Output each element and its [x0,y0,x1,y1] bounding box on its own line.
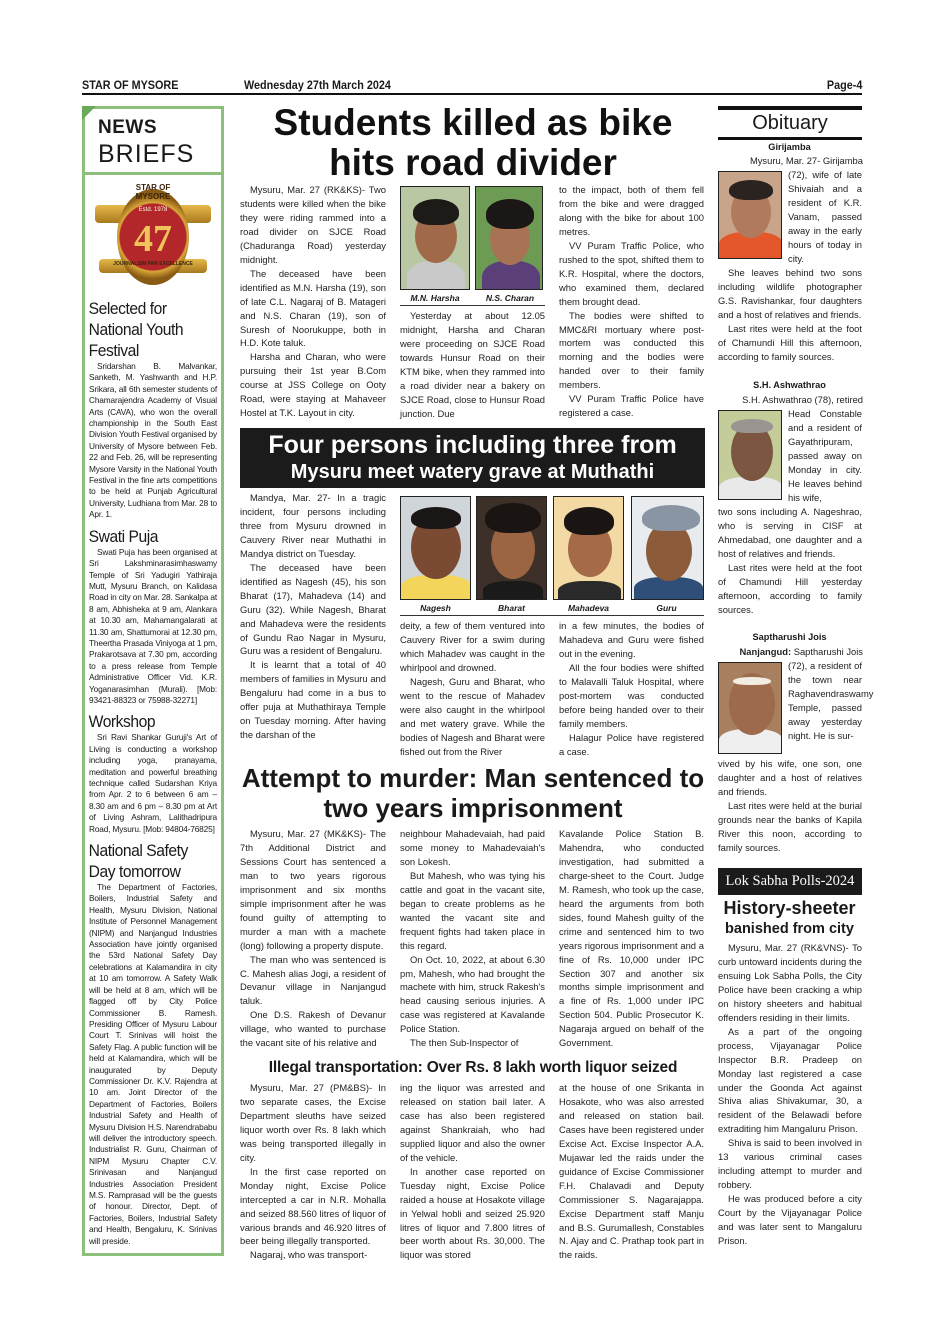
paragraph: She leaves behind two sons including wildlife photographer G.S. Ravishankar, four daughters and a host of relatives and friends. [718,267,862,320]
obituary-name: Saptharushi Jois [752,632,827,642]
caption-mahadeva: Mahadeva [567,603,610,613]
caption-rule [400,615,704,616]
logo-number: 47 [134,218,172,260]
paragraph: Last rites were held at the foot of Chamundi Hill this afternoon, according to family sources. [718,322,862,362]
paragraph: But Mahesh, who was tying his cattle and goat in the vacant site, began to create problems as he wanted the vacant site and frequent fights had taken place in this regard. [400,869,545,951]
brief-body: Swati Puja has been organised at Sri Lakshminarasimhaswamy Temple of Sri Yadugiri Yathiraja Mutt, Mysuru Branch, on Kalidasa Road in city on Mar. 28. Sankalpa at 8 am, Abhisheka at 9 am, Alankara at 10.30 am, Mahamangalarati at 11.30 am, Shattumorai at 12.30 pm, Theertha Prasada Viniyoga at 1 pm, Prakarotsava at 7.30 pm, according to a press release from Temple Administrative Officer Vid. K.R. Yoganarasimhan (Murali). [Mob: 93421-88323 or 75988-32271] [89,546,217,705]
paragraph: As a part of the ongoing process, Vijayanagar Police Inspector B.R. Pradeep on Monday last registered a case under the Goonda Act against Shiva alias Shivakumar, 30, a resident of the Belawadi before extraditing him Mangaluru Prison. [718,1025,862,1135]
obituary-text [718,505,862,617]
headline-line-1: Four persons including three from [268,431,677,459]
brief-body: Sridarshan B. Malvankar, Sanketh, M. Yashwanth and H.P. Srikara, all 6th semester students of Chamarajendra Academy of Visual Arts (CAVA), who won the overall championship in the South East Division Youth Festival organised by University of Mysore between Feb. 22 and Feb. 26, will be representing Mysore Varsity in the National Youth Festival in the fine arts competitions to be held at Punjab Agricultural University, Ludhiana from Mar. 28 to Apr. 1. [89,361,217,520]
paragraph: The deceased have been identified as M.N. Harsha (19), son of late C.L. Nagaraj of B. Matageri and N.S. Charan (19), son of Suresh of Noorukuppe, both in H.D. Kote taluk. [240,267,386,349]
photo-charan [475,186,543,290]
paragraph: Mysuru, Mar. 27 (RK&VNS)- To curb untoward incidents during the ensuing Lok Sabha Polls, the City Police have been cracking a whip on history sheeters and habitual offenders residing in their limits. [718,942,862,1023]
paragraph: All the four bodies were shifted to Malavalli Taluk Hospital, where post-mortem was conducted before being handed over to their family members. [559,661,704,729]
brief-body: The Department of Factories, Boilers, Industrial Safety and Health, Mysuru Division, National Institute of Personnel Management (NIPM) and Nanjangud Industries Association have jointly organised the 53rd National Safety Day celebrations at Kalamandira in city at 10 am tomorrow. A Safety Walk will be held at 8 am, which will be flagged off by City Police Commissioner B. Ramesh. Presiding Officer of Mysuru Labour Court T. Srinivas will hoist the Safety Flag. A public function will be held at Kalamandira, which will be inaugurated by Deputy Commissioner Dr. K.V. Rajendra at 10 am. Joint Director of the Department of Factories, Boilers Industrial Safety and Health of Mysuru Division H.S. Narendrababu will deliver the introductory speech. Industrialist R. Guru, Chairman of NIPM Mysuru Chapter C.V. Srinivasan and Nanjangud Industries Association President M.S. Ramprasad will be the guests of honour. Director, Dept. of Factories, Boilers, Industrial Safety and Health, Bengaluru, K. Srinivas will preside. [89,882,217,1246]
headline-attempt-to-murder: Attempt to murder: Man sentenced to two years imprisonment [241,763,705,823]
headline-illegal-liquor: Illegal transportation: Over Rs. 8 lakh worth liquor seized [268,1059,678,1076]
paragraph: Kavalande Police Station B. Mahendra, who conducted investigation, had submitted a charge-sheet to the Court. Judge M. Ramesh, who took up the case, heard the arguments from both sides, found Mahesh guilty of the crime and sentenced him to two years rigorous imprisonment and a fine of Rs. 10,000 under IPC Section 307 and another six months simple imprisonment and a fine of Rs. 1,000 under IPC Section 504. Public Prosecutor K. Nagaraja argued on behalf of the Government. [559,828,704,1049]
photo-nagesh [400,496,471,600]
paragraph: Mysuru, Mar. 27 (RK&KS)- Two students were killed when the bike they were riding rammed into a road divider on SJCE Road (Chaduranga Road) yesterday midnight. [240,184,386,265]
paragraph: In the first case reported on Monday night, Excise Police intercepted a car in N.R. Mohalla and seized 88.560 litres of liquor of various brands and 46.920 litres of beer being illegally transported. [240,1165,386,1247]
story5-body [718,941,862,1248]
paragraph: Nagesh, Guru and Bharat, who went to the rescue of Mahadev were also caught in the whirlpool and met watery grave. While the bodies of Nagesh and Bharat were fished out from the River [400,675,545,757]
obituary-name: S.H. Ashwathrao [753,380,826,390]
photo-bharat [476,496,547,600]
story4-col3 [559,1081,704,1262]
news-briefs-box [82,106,224,1256]
caption-nagesh: Nagesh [420,603,451,613]
paragraph: Mysuru, Mar. 27 (PM&BS)- In two separate cases, the Excise Department sleuths have seized liquor worth over Rs. 8 lakh which was being transported illegally in city. [240,1082,386,1163]
story1-col2 [400,309,545,421]
photo-guru [631,496,704,600]
photo-saptharushi-jois [718,662,782,754]
anniversary-logo-icon [93,183,213,293]
obituary-lead: Mysuru, Mar. 27- Girijamba [749,155,863,166]
story3-col2 [400,827,545,1050]
paragraph: On Oct. 10, 2022, at about 6.30 pm, Mahesh, who had brought the machete with him, struck Rakesh's head causing serious injuries. A case was registered at Kavalande Police Station. [400,953,545,1035]
photo-mahadeva [553,496,624,600]
story2-col2 [400,619,545,759]
story1-col1 [240,183,386,420]
news-briefs-header [85,109,221,175]
obituary-text [718,757,862,855]
news-label: NEWS [98,117,157,138]
paragraph: to the impact, both of them fell from the bike and were dragged along with the bike for about 100 metres. [559,184,704,237]
story2-col1 [240,491,386,742]
paragraph: Mysuru, Mar. 27 (MK&KS)- The 7th Additional District and Sessions Court has sentenced a man to two years rigorous imprisonment and six months simple imprisonment after he was found guilty of attempting to murder a man with a machete (long) following a property dispute. [240,828,386,951]
brief-heading: Workshop [88,712,156,732]
logo-top-text: STAR OF MYSORE [135,183,171,201]
paragraph: Last rites were held at the foot of Chamundi Hill yesterday afternoon, according to family sources. [718,561,862,615]
paragraph: Mandya, Mar. 27- In a tragic incident, four persons including three from Mysuru drowned in Cauvery River near Muthathi in Mandya district on Tuesday. [240,492,386,559]
paragraph: Nagaraj, who was transport- [250,1249,368,1261]
briefs-label: BRIEFS [98,140,195,168]
photo-ashwathrao [718,410,782,500]
headline-banished: banished from city [725,921,854,937]
paragraph: VV Puram Traffic Police, who rushed to the spot, shifted them to K.R. Hospital, where the doctors, who examined them, declared them brought dead. [559,239,704,307]
paragraph: in a few minutes, the bodies of Mahadeva and Guru were fished out in the evening. [559,620,704,659]
masthead [82,77,862,95]
obituary-beside-photo: (72), a resident of the town near Raghavendraswamy Temple, passed away yesterday night. He is sur- [788,660,874,741]
paragraph: vived by his wife, one son, one daughter and a host of relatives and friends. [718,758,862,797]
obituary-lead [718,645,863,659]
brief-heading: National Safety Day tomorrow [88,841,188,882]
paragraph: Shiva is said to been involved in 13 various criminal cases including attempt to murder and robbery. [718,1137,862,1191]
obituary-text [718,266,862,364]
story2-col3 [559,619,704,759]
paragraph: ing the liquor was arrested and released on station bail later. A case has also been registered against Shankraiah, who had supplied liquor and also the owner of the vehicle. [400,1082,545,1163]
obituary-beside-photo: Head Constable and a resident of Gayathripuram, passed away on Monday in city. He leaves behind his wife, [788,408,862,503]
headline-students-killed: Students killed as bike hits road divider [273,102,673,183]
paragraph: Halagur Police have registered a case. [559,731,704,757]
lok-sabha-kicker: Lok Sabha Polls-2024 [718,868,862,895]
caption-rule [400,305,545,306]
logo-estd: Estd. 1978 [138,207,168,213]
paragraph: Harsha and Charan, who were pursuing their 1st year B.Com course at JSS College on Ooty Road, were staying at Mahaveer Hostel at T.K. Layout in city. [240,351,386,419]
photo-harsha [400,186,470,290]
caption-harsha: M.N. Harsha [410,293,460,303]
obituary-name: Girijamba [768,142,811,152]
paragraph: two sons including A. Nageshrao, who is serving in CISF at Ahmedabad, one daughter and a host of relatives and friends. [718,506,862,559]
dateline-location: Nanjangud: [739,646,792,657]
brief-body: Sri Ravi Shankar Guruji's Art of Living is conducting a workshop including yoga, pranayama, meditation and powerful breathing technique called Sudarshan Kriya from Apr. 2 to 6 between 6 am – 8.30 am and 6 pm – 8.30 pm at Art of Living Ashram, Lalithadripura Road, Mysuru. [Mob: 94804-76825] [89,732,217,834]
paragraph: The then Sub-Inspector of [410,1037,519,1049]
paragraph: deity, a few of them ventured into Cauvery River for a swim during which Mahadev was caught in the whirlpool and drowned. [400,620,545,673]
corner-triangle-icon [82,106,96,120]
obituary-heading: Obituary [718,106,862,140]
logo-bottom-text: JOURNALISM PAR EXCELLENCE [113,261,193,267]
paragraph: It is learnt that a total of 40 members of families in Mysuru and Bengaluru had come in a bus to offer puja at Muthathiraya Temple on Tuesday morning. After having the darshan of the [240,659,386,741]
paragraph: He was produced before a city Court by the Vijayanagar Police and was later sent to Mangaluru Prison. [718,1193,862,1247]
paragraph: Yesterday at about 12.05 midnight, Harsha and Charan were proceeding on SJCE Road towards Hunsur Road on their KTM bike, when they rammed into a road divider near a bakery on SJCE Road, close to Hunsur Road junction. Due [400,310,545,419]
story4-col1 [240,1081,386,1262]
paragraph: VV Puram Traffic Police have registered a case. [559,393,704,419]
headline-history-sheeter: History-sheeter [723,898,856,918]
obituary-beside-photo: (72), wife of late Shivaiah and a resident of K.R. Vanam, passed away in the early hours of today in city. [788,169,862,264]
paragraph: The man who was sentenced is C. Mahesh alias Jogi, a resident of Devanur village in Nanjangud taluk. [240,953,386,1007]
story1-col3 [559,183,704,420]
page-number: Page-4 [826,78,862,92]
issue-date: Wednesday 27th March 2024 [244,78,391,92]
caption-charan: N.S. Charan [485,293,535,303]
obituary-lead-text: Saptharushi Jois [793,646,863,657]
headline-line-2: Mysuru meet watery grave at Muthathi [290,461,655,483]
headline-band-watery-grave [240,428,705,488]
paragraph: The bodies were shifted to MMC&RI mortuary where post-mortem was conducted this morning and the bodies were handed over to their family members. [559,309,704,391]
paragraph: at the house of one Srikanta in Hosakote, who was also arrested and released on station bail. Cases have been registered under Excise Act. Excise Inspector A.A. Mujawar led the raids under the guidance of Excise Commissioner F.H. Chalavadi and Deputy Commissioner S. Nagarajappa. Excise Department staff Manju and B.S. Gurumallesh, Constables N. Ajay and C. Prathap took part in the raids. [559,1082,704,1261]
brief-heading: Selected for National Youth Festival [88,299,184,360]
paragraph: The deceased have been identified as Nagesh (45), his son Bharat (17), Mahadeva (14) and Guru (32). While Nagesh, Bharat and Mahadeva were the residents of Gundu Rao Nagar in Mysuru, Guru was a resident of Bengaluru. [240,561,386,657]
caption-bharat: Bharat [498,603,525,613]
photo-girijamba [718,171,782,259]
caption-guru: Guru [656,603,677,613]
paragraph: neighbour Mahadevaiah, had paid some money to Mahadevaiah's son Lokesh. [400,828,545,867]
paper-name: STAR OF MYSORE [82,78,179,92]
paragraph: One D.S. Rakesh of Devanur village, who wanted to purchase the vacant site of his relative and [240,1009,386,1049]
brief-heading: Swati Puja [88,526,158,546]
story3-col3 [559,827,704,1050]
paragraph: In another case reported on Tuesday night, Excise Police raided a house at Hosakote village in Yelwal hobli and seized 25.920 litres of liquor and 7.800 litres of beer worth about Rs. 30,000. The liquor was stored [400,1165,545,1261]
obituary-lead: S.H. Ashwathrao (78), retired [742,394,863,405]
paragraph: Last rites were held at the burial grounds near the banks of Kapila River this noon, according to family sources. [718,799,862,853]
story3-col1 [240,827,386,1050]
story4-col2 [400,1081,545,1262]
